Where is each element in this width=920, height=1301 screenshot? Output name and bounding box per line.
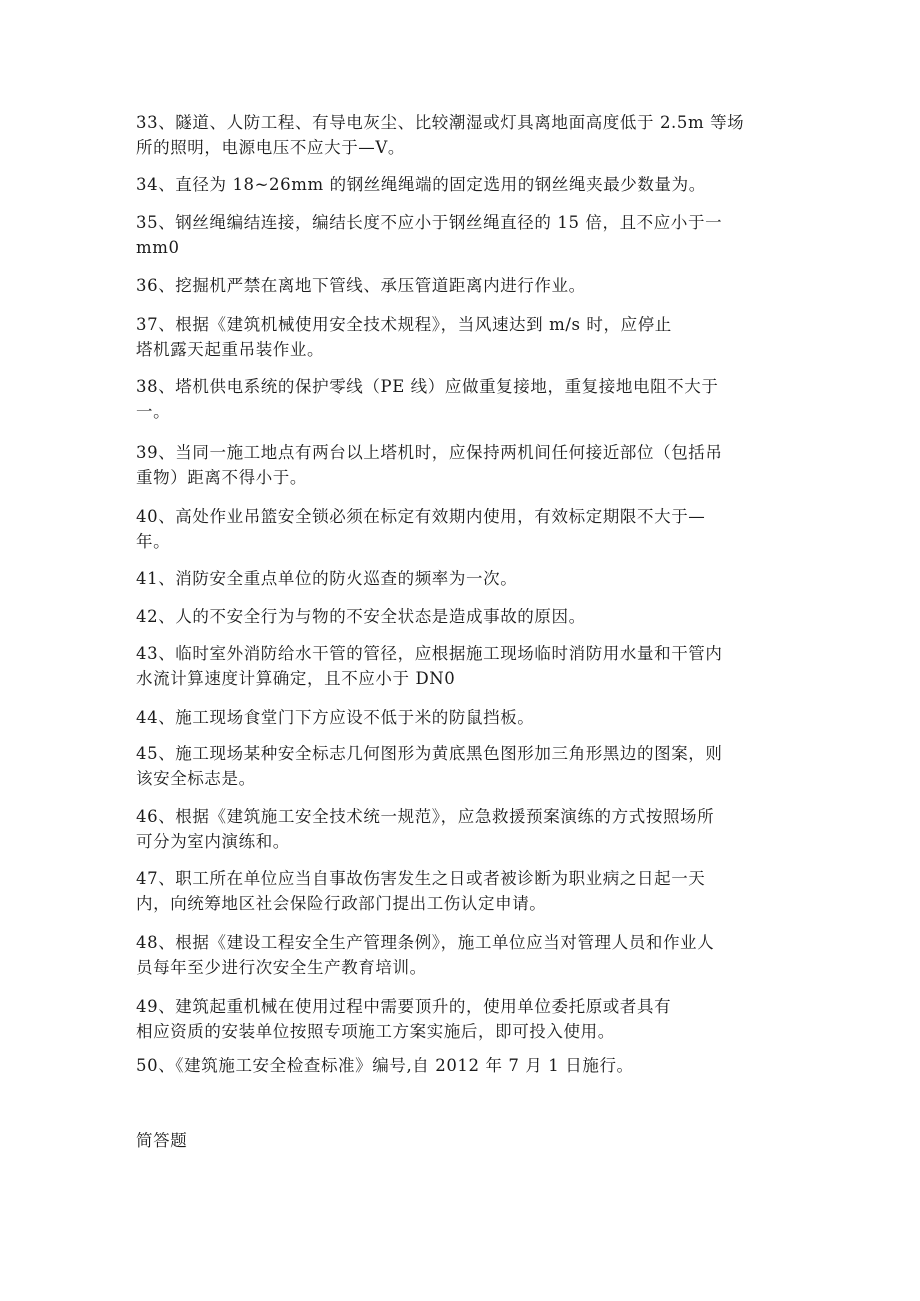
question-43: 43、临时室外消防给水干管的管径，应根据施工现场临时消防用水量和干管内 水流计算速度计算确定，且不应小于 DN0	[136, 644, 723, 688]
question-36: 36、挖掘机严禁在离地下管线、承压管道距离内进行作业。	[136, 276, 586, 295]
question-44: 44、施工现场食堂门下方应设不低于米的防鼠挡板。	[136, 708, 535, 727]
question-33: 33、隧道、人防工程、有导电灰尘、比较潮湿或灯具离地面高度低于 2.5m 等场 所的照明，电源电压不应大于—V。	[136, 113, 745, 157]
question-50: 50、《建筑施工安全检查标准》编号,自 2012 年 7 月 1 日施行。	[136, 1056, 634, 1075]
question-37: 37、根据《建筑机械使用安全技术规程》，当风速达到 m/s 时，应停止 塔机露天起重吊装作业。	[136, 315, 672, 359]
question-35: 35、钢丝绳编结连接，编结长度不应小于钢丝绳直径的 15 倍，且不应小于一 mm0	[136, 213, 723, 257]
question-41: 41、消防安全重点单位的防火巡查的频率为一次。	[136, 569, 518, 588]
question-49: 49、建筑起重机械在使用过程中需要顶升的，使用单位委托原或者具有 相应资质的安装单位按照专项施工方案实施后，即可投入使用。	[136, 997, 672, 1041]
question-48: 48、根据《建设工程安全生产管理条例》，施工单位应当对管理人员和作业人 员每年至少进行次安全生产教育培训。	[136, 933, 715, 977]
question-45: 45、施工现场某种安全标志几何图形为黄底黑色图形加三角形黑边的图案，则 该安全标志是。	[136, 744, 723, 788]
question-39: 39、当同一施工地点有两台以上塔机时，应保持两机间任何接近部位（包括吊 重物）距离不得小于。	[136, 443, 723, 487]
section-heading: 简答题	[136, 1131, 188, 1150]
question-47: 47、职工所在单位应当自事故伤害发生之日或者被诊断为职业病之日起一天 内，向统筹地区社会保险行政部门提出工伤认定申请。	[136, 869, 706, 913]
question-34: 34、直径为 18~26mm 的钢丝绳绳端的固定选用的钢丝绳夹最少数量为。	[136, 175, 706, 194]
question-40: 40、高处作业吊篮安全锁必须在标定有效期内使用，有效标定期限不大于— 年。	[136, 507, 706, 551]
question-42: 42、人的不安全行为与物的不安全状态是造成事故的原因。	[136, 607, 586, 626]
question-46: 46、根据《建筑施工安全技术统一规范》，应急救援预案演练的方式按照场所 可分为室内演练和。	[136, 807, 715, 851]
question-38: 38、塔机供电系统的保护零线（PE 线）应做重复接地，重复接地电阻不大于 一。	[136, 377, 719, 421]
